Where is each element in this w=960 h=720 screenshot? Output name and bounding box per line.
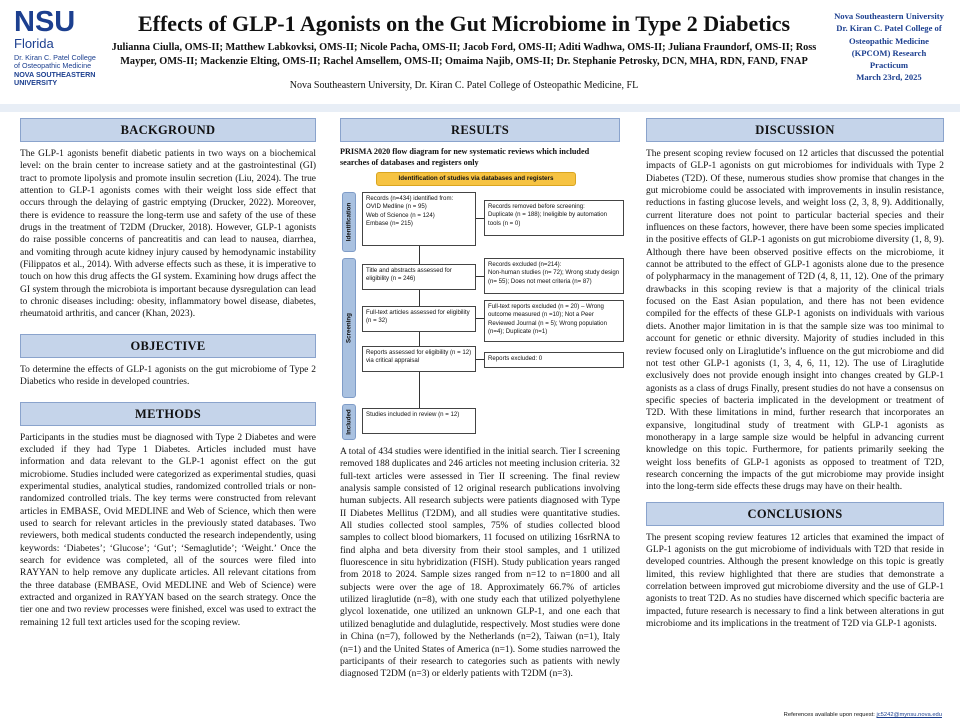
institution-line-3: Osteopathic Medicine	[849, 35, 929, 46]
objective-heading: OBJECTIVE	[20, 334, 316, 358]
logo-nsu-text: NSU	[14, 6, 76, 38]
prisma-title-abstracts: Title and abstracts assessed for eligibility (n = 246)	[362, 264, 476, 290]
logo-florida-text: Florida	[14, 36, 54, 51]
results-text: A total of 434 studies were identified in the initial search. Tier I screening removed 188 duplicates and 246 articles not meeting inclusion criteria. 32 full-text articles were assessed in Tier II screening. The final review analysis sample consisted of 12 original research publications involving human subjects. All research subjects were patients diagnosed with Type II Diabetes Mellitus (T2DM), and all studies were quantitative studies. All studies collected stool samples, 75% of studies collected blood samples to collect blood biomarkers, 11 focused on utilizing 16srRNA to find alpha and beta diversity from their stool samples, and 1 utilized fluorescence in situ hybridization (FISH). Study publication years ranged from 2018 to 2024. Sample sizes ranged from n=12 to n=1800 and all subjects were over the age of 18. Approximately 66.7% of articles utilized liraglutide (n=8), with one study each that utilized polyethylene glycol loxenatide, one utilized an unknown GLP-1, and one each that utilized benaglutide and dulaglutide, respectively. Most studies were done in China (n=7), followed by the Netherlands (n=2), Taiwan (n=1), Italy (n=1) and the United States of America (n=1). Some studies narrowed the participants of their research to categories such as patients with newly diagnosed T2DM (n=3) or elderly patients with T2DM (n=3).	[340, 447, 620, 680]
logo-line-1: Dr. Kiran C. Patel College	[14, 53, 96, 62]
middle-column	[340, 118, 620, 681]
institution-line-1: Nova Southeastern University	[834, 11, 944, 21]
methods-heading: METHODS	[20, 402, 316, 426]
prisma-arrow-2	[476, 218, 484, 219]
logo-subtitle	[14, 54, 104, 88]
logo-line-3: NOVA SOUTHEASTERN	[14, 69, 96, 79]
results-heading: RESULTS	[340, 118, 620, 142]
background-heading: BACKGROUND	[20, 118, 316, 142]
prisma-reports-assessed: Reports assessed for eligibility (n = 12) via critical appraisal	[362, 346, 476, 372]
affiliation: Nova Southeastern University, Dr. Kiran C. Patel College of Osteopathic Medicine, FL	[289, 80, 639, 91]
institution-line-4: (KPCOM) Research	[851, 47, 927, 58]
prisma-side-screening	[342, 258, 356, 398]
institution-info	[826, 10, 952, 84]
references-note-text: References available upon request:	[783, 712, 875, 718]
contact-email-link[interactable]: jc5242@mynsu.nova.edu	[876, 712, 942, 718]
prisma-arrow-1	[419, 246, 420, 264]
prisma-full-text-assessed: Full-text articles assessed for eligibility (n = 32)	[362, 306, 476, 332]
institution-line-5: Practicum	[869, 60, 909, 71]
nsu-logo	[14, 8, 104, 88]
prisma-flow-diagram	[340, 172, 630, 440]
right-column	[646, 118, 944, 630]
prisma-side-screening-label: Screening	[345, 313, 353, 343]
poster-title: Effects of GLP-1 Agonists on the Gut Microbiome in Type 2 Diabetics	[137, 11, 791, 36]
institution-line-2: Dr. Kiran C. Patel College of	[836, 23, 942, 34]
title-block	[108, 10, 820, 92]
background-text: The GLP-1 agonists benefit diabetic patients in two ways on a biochemical level: on the brain center to increase satiety and at the gastrointestinal (GI) tract to promote lipolysis and promote insulin secretion (Liu, 2024). The true attention to GLP-1 agonists comes with their weight loss side effect that occurs through the delaying of gastric emptying (Drucker, 2022). Moreover, there is evidence to reassure the long-term use and safety of the use of these drugs in the treatment of T2DM (Drucker, 2018). However, GLP-1 agonists do raise possible concerns of pancreatitis and can lead to nausea, diarrhea, and vomiting through acute kidney injury caused by hemodynamic instability (Filippatos et al., 2014). With adverse effects such as these, it is imperative to touch on how this drug affects the GI system. Examining how drugs affect the GI system through the microbiota is important because dysregulation can lead to chronic diseases including: obesity, inflammatory bowel disease, diabetes, rheumatoid arthritis, and cancer (Khan, 2023).	[20, 149, 316, 320]
conclusions-heading: CONCLUSIONS	[646, 502, 944, 526]
prisma-records-removed: Records removed before screening: Duplicate (n = 188); Ineligible by automation tools (n = 0)	[484, 200, 624, 236]
header-divider	[0, 104, 960, 112]
poster-header	[0, 0, 960, 104]
references-note	[784, 712, 942, 719]
prisma-studies-included: Studies included in review (n = 12)	[362, 408, 476, 434]
prisma-side-included-label: Included	[345, 409, 353, 435]
discussion-heading: DISCUSSION	[646, 118, 944, 142]
prisma-records-excluded: Records excluded (n=214): Non-human studies (n= 72); Wrong study design (n= 55); Does not meet criteria (n= 87)	[484, 258, 624, 294]
objective-text: To determine the effects of GLP-1 agonists on the gut microbiome of Type 2 Diabetics who reside in developed countries.	[20, 364, 316, 388]
author-list: Julianna Ciulla, OMS-II; Matthew Labkovksi, OMS-II; Nicole Pacha, OMS-II; Jacob Ford, OMS-II; Aditi Wadhwa, OMS-II; Juliana Fraundorf, OMS-II; Ross Mayper, OMS-II; Mackenzie Elting, OMS-II; Rachel Amsellem, OMS-II; Omaima Najib, OMS-II; Dr. Stephanie Petrosky, DCN, MHA, RDN, FAND, FNAP	[111, 42, 817, 67]
prisma-arrow-7	[419, 372, 420, 408]
logo-line-2: of Osteopathic Medicine	[14, 61, 92, 71]
prisma-side-included	[342, 404, 356, 440]
prisma-side-identification-label: Identification	[345, 202, 353, 242]
presentation-date: March 23rd, 2025	[856, 72, 922, 83]
prisma-arrow-5	[419, 332, 420, 346]
conclusions-text: The present scoping review features 12 articles that examined the impact of GLP-1 agonists on the gut microbiome of individuals with T2D that reside in developed countries. Although the present knowledge on this topic is greatly limited, this review highlighted that there are studies that demonstrate a correlation between improved gut microbiome diversity and the use of GLP-1 agonists to treat T2D. As no studies have discerned which specific bacteria are impacted, future research is necessary to find a link between alterations in gut microbiome and its implications in the treatment of T2D via GLP-1 agonists.	[646, 532, 944, 630]
discussion-text: The present scoping review focused on 12 articles that discussed the potential impacts of GLP-1 agonists on gut microbiomes for individuals with Type 2 Diabetes (T2D). Of these, numerous studies show promise that changes in the gut microbiome could be associated with improvements in insulin resistance, reductions in fasting glucose levels, and weight loss (2, 3, 8, 9). Additionally, current literature does not point to particular bacterial species and their influences on these factors, however, there have been some species implicated in the positive effects of GLP-1 agonists on gut microbiome diversity (1, 8, 9). Although there have been observed positive effects on the microbiome, it cannot be attributed to the effect of GLP-1 agonists alone due to the presence of polypharmacy in the management of T2D (4, 8, 11, 12). One of the primary drawbacks in this scoping review is that a majority of the clinical trials focused on the East Asian population, and there has not been evidence compiled for the effects of these GLP-1 agonists on individuals with various diets. Another major limitation in is that the sample size was too minimal to account for genetic or ethnic diversity. Majority of studies included in this review focused only on Liraglutide’s influence on the gut microbiome and did not test other GLP-1 agonists (1, 3, 4, 6, 11, 12). The use of Liraglutide exclusively does not provide enough insight into changes created by GLP-1 agonists as a class of drugs Finally, present studies do not have a consensus on specific species of bacteria implicated in the development or treatment of T2D. With these limitations in mind, further research that incorporates an expansive, longitudinal study of treatment with GLP-1 agonists as monotherapy in a large sample size would be helpful in advancing current knowledge on this topic. Furthermore, for patients primarily seeking the weight loss benefits of GLP-1 agonists as opposed to treatment of T2D, research concerning the impacts of the gut microbiome may provide insight into the long-term side effects these drugs may have on their health.	[646, 149, 944, 493]
prisma-full-text-excluded: Full-text reports excluded (n = 20) – Wrong outcome measured (n =10); Not a Peer Reviewed Journal (n = 5); Wrong population (n=4); Duplicate (n=1)	[484, 300, 624, 342]
prisma-arrow-4	[476, 276, 484, 277]
prisma-reports-excluded: Reports excluded: 0	[484, 352, 624, 368]
prisma-caption: PRISMA 2020 flow diagram for new systematic reviews which included searches of databases and registers only	[340, 147, 590, 167]
prisma-records-identified: Records (n=434) identified from: OVID Medline (n = 95) Web of Science (n = 124) Embase (n= 215)	[362, 192, 476, 246]
prisma-arrow-8	[476, 359, 484, 360]
prisma-side-identification	[342, 192, 356, 252]
logo-line-4: UNIVERSITY	[14, 78, 58, 88]
prisma-arrow-6	[476, 318, 484, 319]
prisma-topbar: Identification of studies via databases and registers	[376, 172, 576, 186]
left-column	[20, 118, 316, 629]
methods-text: Participants in the studies must be diagnosed with Type 2 Diabetes and were excluded if they had Type 1 Diabetes. Articles included must have information and data relevant to the GLP-1 agonist effect on the gut microbiome. Studies included were categorized as experimental studies, quasi experimental studies, analytical studies, randomized controlled trials or non-randomized controlled trials. The key terms were constructed from relevant articles in EMBASE, Ovid MEDLINE and Web of Science, which then were used to search for relevant articles in the previously stated databases. Two reviewers, both medical students conducted the research independently, using keywords: ‘Diabetes’; ‘Glucose’; ‘Gut’; ‘Semaglutide’; ‘Weight.’ Once the search for evidence was completed, all of the sources were filed into RAYYAN to help remove any duplicate articles. All relevant citations from the three database (EMBASE, Ovid MEDLINE and Web of Science) were extracted and organized in RAYYAN based on the search strategy. Once the tier one and two review processes were finished, excel was used to extract the remaining 12 full text articles used for the scoping review.	[20, 432, 316, 628]
prisma-arrow-3	[419, 290, 420, 306]
